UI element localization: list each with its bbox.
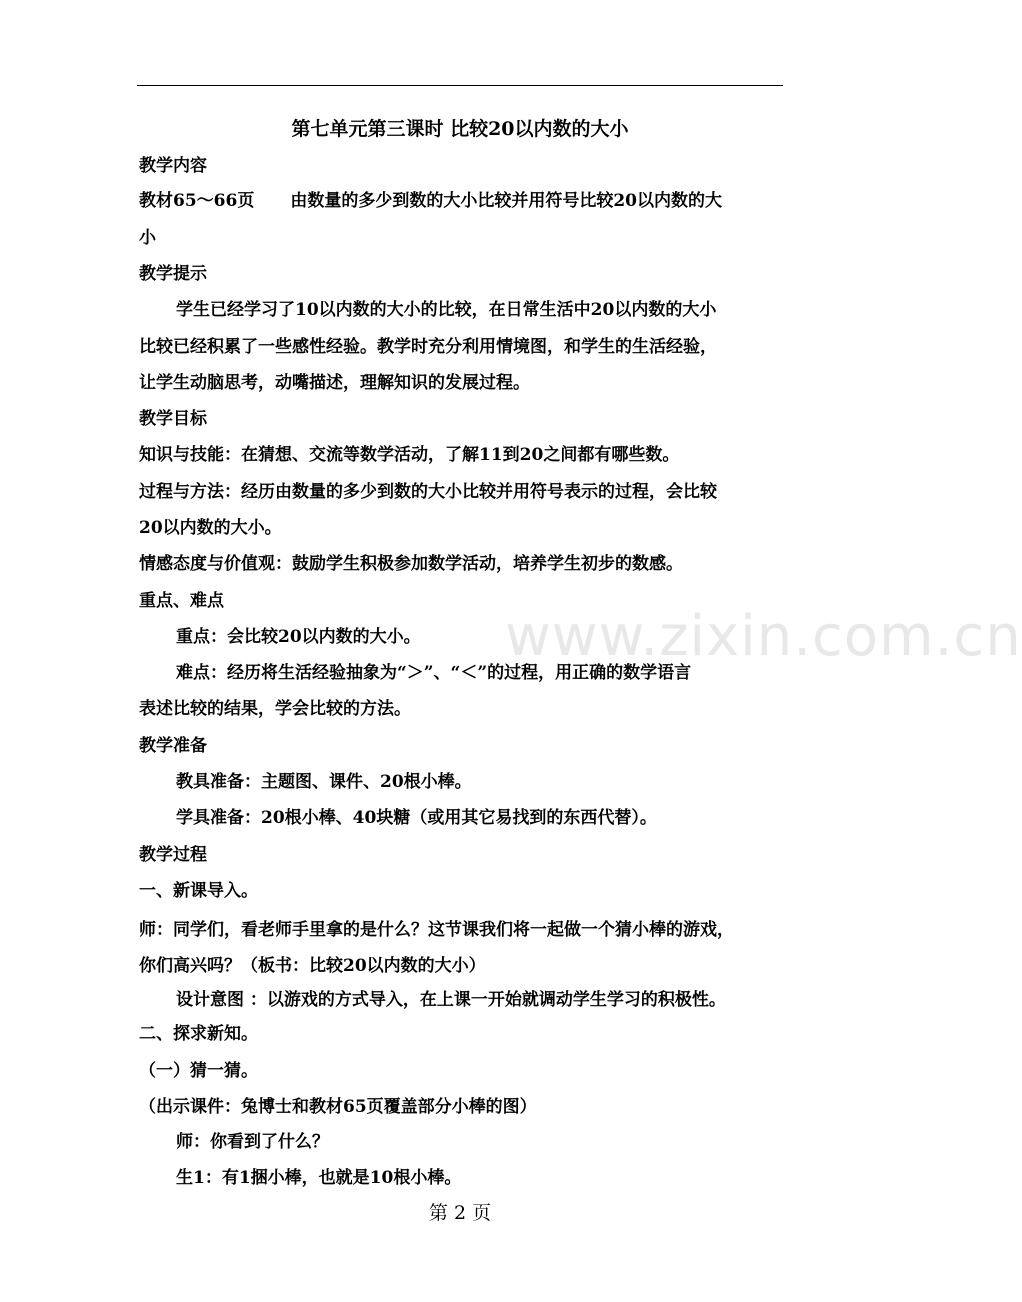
text-line: 生1：有1捆小棒，也就是10根小棒。 — [176, 1168, 462, 1188]
text-line: 你们高兴吗？（板书：比较20以内数的大小） — [139, 956, 486, 976]
section-heading: 教学目标 — [139, 409, 207, 429]
page-number: 第 2 页 — [428, 1202, 492, 1224]
text-line: 难点：经历将生活经验抽象为“＞”、“＜”的过程，用正确的数学语言 — [176, 663, 692, 683]
watermark: www.zixin.com.cn — [505, 604, 1022, 669]
text-line: 情感态度与价值观：鼓励学生积极参加数学活动，培养学生初步的数感。 — [139, 554, 683, 574]
text-line: 知识与技能：在猜想、交流等数学活动，了解11到20之间都有哪些数。 — [139, 445, 680, 465]
section-heading: 教学提示 — [139, 264, 207, 284]
section-heading: 教学准备 — [139, 736, 207, 756]
header-rule — [137, 85, 783, 86]
text-line: 教具准备：主题图、课件、20根小棒。 — [176, 772, 472, 792]
text-line: 表述比较的结果，学会比较的方法。 — [139, 699, 411, 719]
text-line: 让学生动脑思考，动嘴描述，理解知识的发展过程。 — [139, 373, 530, 393]
text-line: 重点：会比较20以内数的大小。 — [176, 627, 421, 647]
section-heading: 教学内容 — [139, 156, 207, 176]
text-line: 过程与方法：经历由数量的多少到数的大小比较并用符号表示的过程，会比较 — [139, 482, 717, 502]
page-title: 第七单元第三课时 比较20以内数的大小 — [291, 118, 629, 140]
text-line: （出示课件：兔博士和教材65页覆盖部分小棒的图） — [139, 1097, 537, 1117]
text-line: （一）猜一猜。 — [139, 1061, 258, 1081]
text-line: 设计意图 ：以游戏的方式导入，在上课一开始就调动学生学习的积极性。 — [176, 990, 726, 1010]
text-line: 一、新课导入。 — [139, 881, 258, 901]
text-fragment: 教材65～66页 — [139, 191, 255, 211]
text-line: 比较已经积累了一些感性经验。教学时充分利用情境图，和学生的生活经验， — [139, 337, 717, 357]
text-line: 20以内数的大小。 — [139, 518, 282, 538]
section-heading: 教学过程 — [139, 845, 207, 865]
text-line: 学具准备：20根小棒、40块糖（或用其它易找到的东西代替）。 — [176, 808, 657, 828]
section-heading: 重点、难点 — [139, 591, 224, 611]
text-line: 师：你看到了什么？ — [176, 1132, 329, 1152]
text-line: 师：同学们，看老师手里拿的是什么？这节课我们将一起做一个猜小棒的游戏， — [139, 920, 734, 940]
text-line: 二、探求新知。 — [139, 1024, 258, 1044]
text-line: 小 — [139, 228, 156, 248]
text-line: 学生已经学习了10以内数的大小的比较，在日常生活中20以内数的大小 — [176, 300, 717, 320]
text-fragment: 由数量的多少到数的大小比较并用符号比较20以内数的大 — [290, 191, 722, 211]
text-line — [139, 189, 789, 213]
